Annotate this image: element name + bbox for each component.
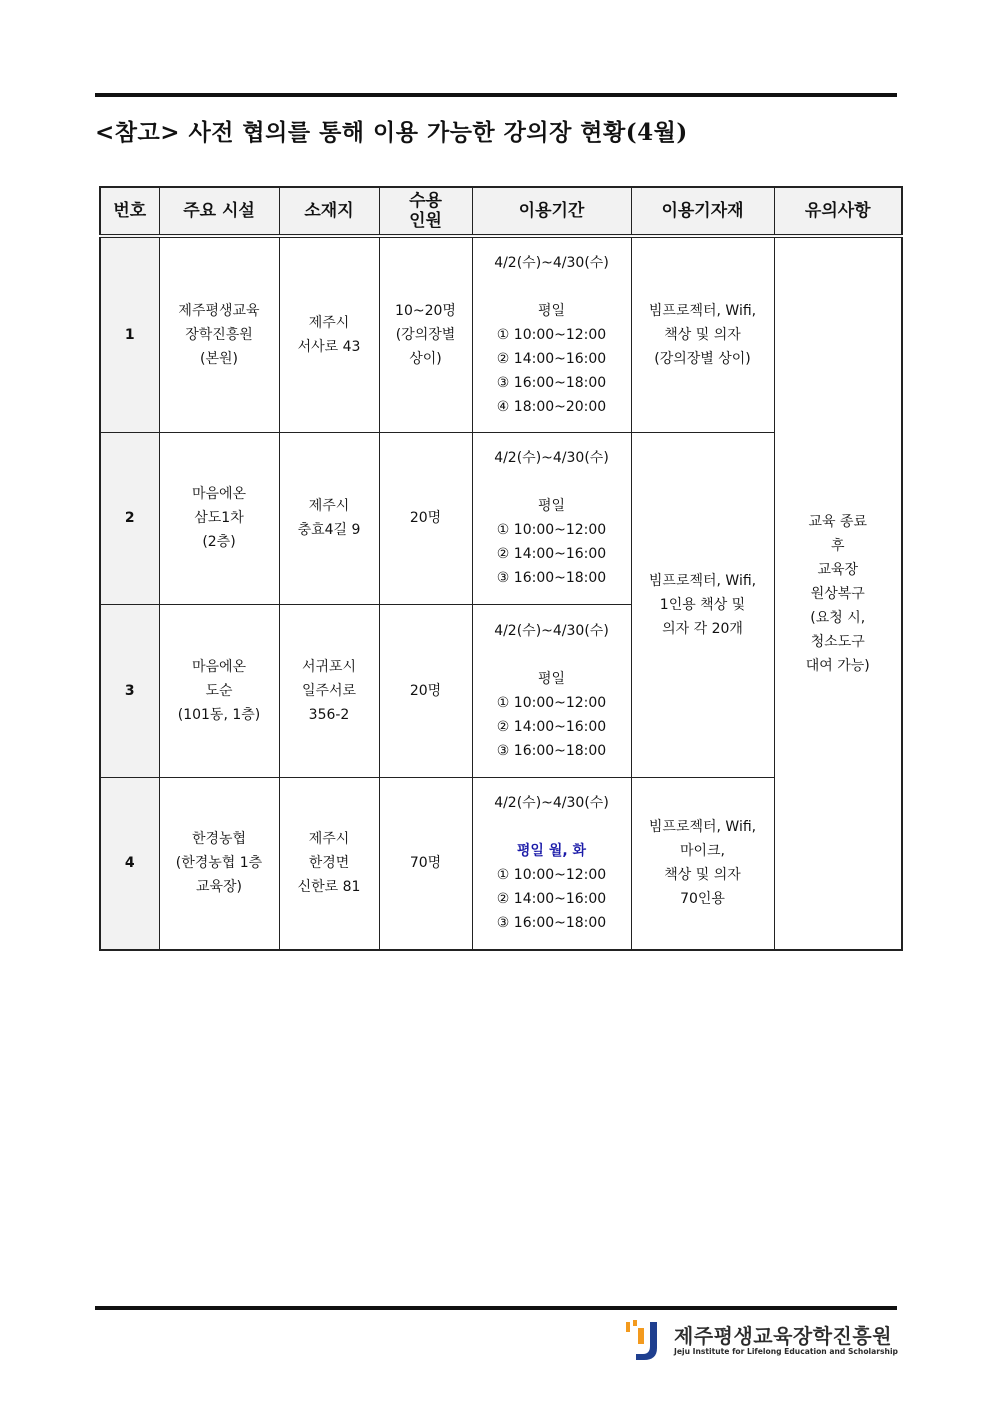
capacity-cell: 20명 xyxy=(379,604,472,777)
table-row xyxy=(100,236,902,432)
facility-cell: 마음에온 도순 (101동, 1층) xyxy=(159,604,279,777)
logo-mark-icon xyxy=(624,1318,668,1364)
table-header-row xyxy=(100,187,902,236)
institute-logo xyxy=(624,1318,899,1364)
header-num: 번호 xyxy=(100,187,159,236)
row-number: 1 xyxy=(100,236,159,432)
location-cell: 서귀포시 일주서로 356-2 xyxy=(279,604,379,777)
capacity-cell: 70명 xyxy=(379,777,472,950)
header-equipment: 이용기자재 xyxy=(631,187,774,236)
location-cell: 제주시 충효4길 9 xyxy=(279,432,379,604)
period-cell: 4/2(수)~4/30(수) 평일 ① 10:00~12:00 ② 14:00~16:00 ③ 16:00~18:00 xyxy=(472,604,631,777)
row-number: 4 xyxy=(100,777,159,950)
facility-cell: 마음에온 삼도1차 (2층) xyxy=(159,432,279,604)
header-period: 이용기간 xyxy=(472,187,631,236)
capacity-cell: 10~20명 (강의장별 상이) xyxy=(379,236,472,432)
equipment-cell: 빔프로젝터, Wifi, 1인용 책상 및 의자 각 20개 xyxy=(631,432,774,777)
top-rule xyxy=(95,93,897,97)
header-facility: 주요 시설 xyxy=(159,187,279,236)
header-capacity-label: 수용 인원 xyxy=(409,191,442,231)
period-cell: 4/2(수)~4/30(수) 평일 ① 10:00~12:00 ② 14:00~16:00 ③ 16:00~18:00 xyxy=(472,432,631,604)
facility-cell: 제주평생교육 장학진흥원 (본원) xyxy=(159,236,279,432)
header-notes: 유의사항 xyxy=(774,187,902,236)
period-cell: 4/2(수)~4/30(수) 평일 월, 화 ① 10:00~12:00 ② 14:00~16:00 ③ 16:00~18:00 xyxy=(472,777,631,950)
logo-english-name: Jeju Institute for Lifelong Education and Scholarship xyxy=(674,1347,898,1356)
facility-table xyxy=(99,186,903,951)
notes-cell: 교육 종료 후 교육장 원상복구 (요청 시, 청소도구 대여 가능) xyxy=(774,236,902,950)
header-location: 소재지 xyxy=(279,187,379,236)
header-capacity xyxy=(379,187,472,236)
row-number: 3 xyxy=(100,604,159,777)
equipment-cell: 빔프로젝터, Wifi, 책상 및 의자 (강의장별 상이) xyxy=(631,236,774,432)
row-number: 2 xyxy=(100,432,159,604)
capacity-cell: 20명 xyxy=(379,432,472,604)
bottom-rule xyxy=(95,1306,897,1310)
facility-cell: 한경농협 (한경농협 1층 교육장) xyxy=(159,777,279,950)
location-cell: 제주시 서사로 43 xyxy=(279,236,379,432)
logo-korean-name: 제주평생교육장학진흥원 xyxy=(674,1324,893,1348)
page-title: <참고> 사전 협의를 통해 이용 가능한 강의장 현황(4월) xyxy=(95,119,688,146)
equipment-cell: 빔프로젝터, Wifi, 마이크, 책상 및 의자 70인용 xyxy=(631,777,774,950)
period-cell: 4/2(수)~4/30(수) 평일 ① 10:00~12:00 ② 14:00~16:00 ③ 16:00~18:00 ④ 18:00~20:00 xyxy=(472,236,631,432)
weekday-highlight: 평일 월, 화 xyxy=(516,843,587,860)
location-cell: 제주시 한경면 신한로 81 xyxy=(279,777,379,950)
